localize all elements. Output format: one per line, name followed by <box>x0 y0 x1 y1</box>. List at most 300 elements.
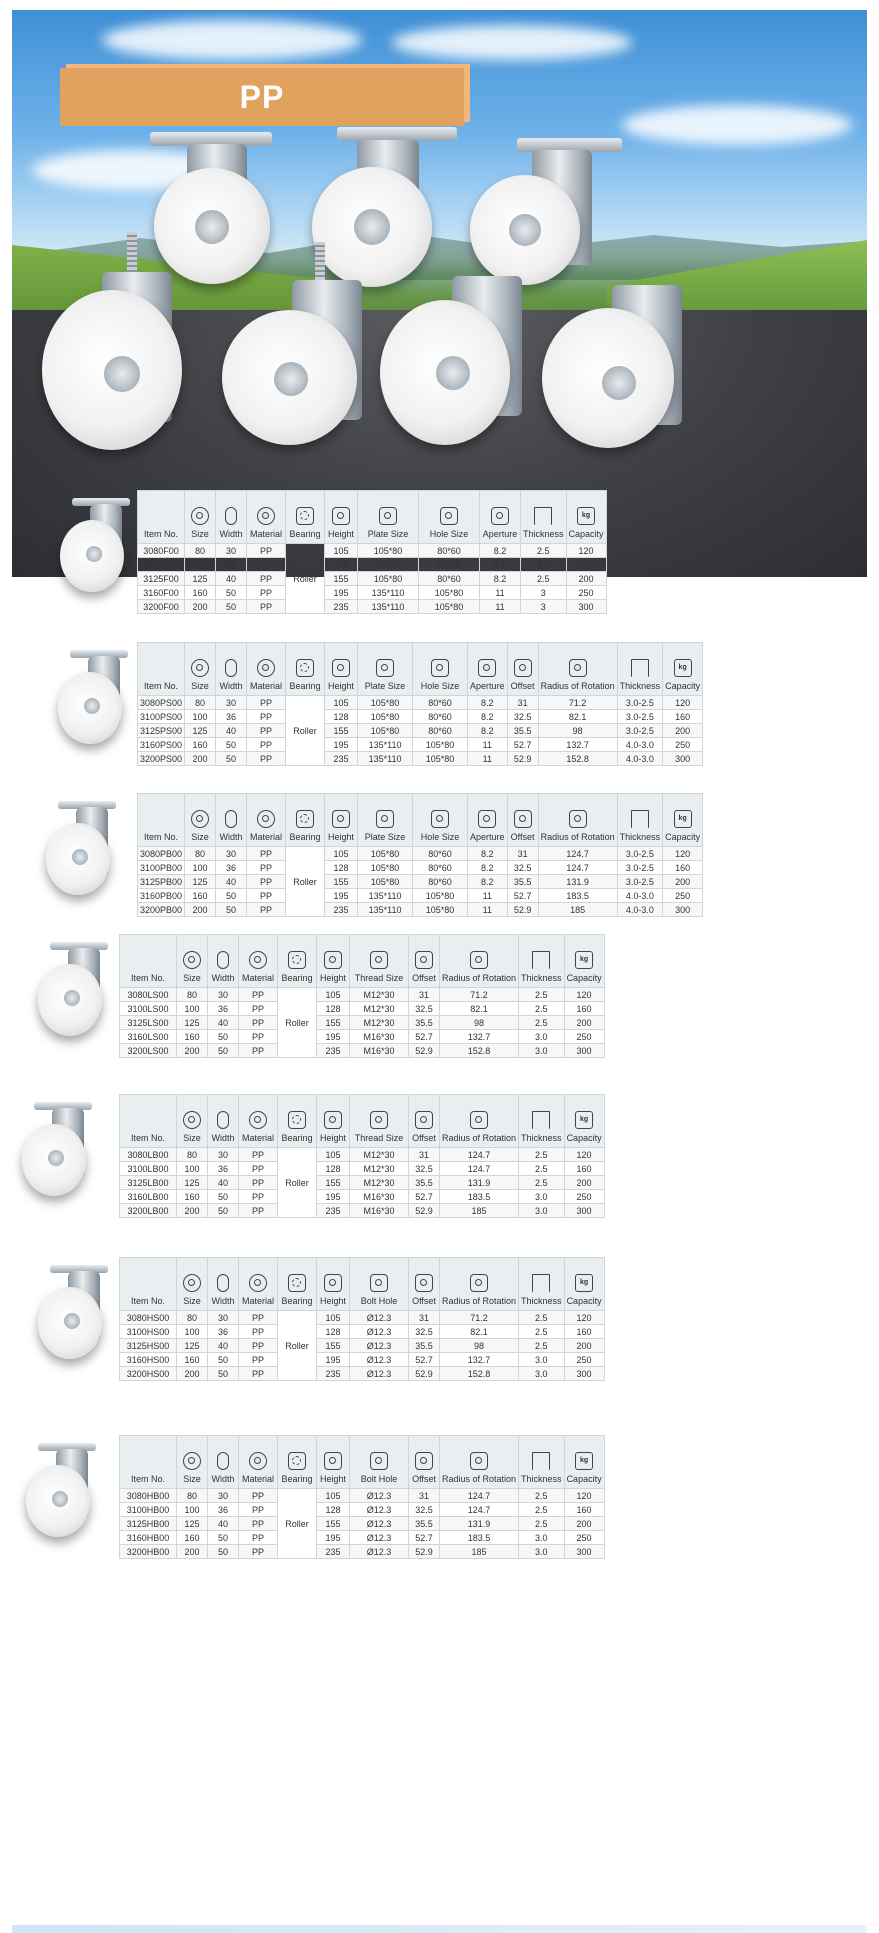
table-cell-offset: 52.7 <box>409 1353 440 1367</box>
table-cell-item: 3100LS00 <box>120 1002 177 1016</box>
table-cell-capacity: 120 <box>564 1148 604 1162</box>
table-cell-aperture: 11 <box>468 903 508 917</box>
column-header-label: Width <box>211 1296 235 1306</box>
column-header-item <box>120 1436 177 1489</box>
table-cell-offset: 32.5 <box>409 1162 440 1176</box>
table-cell-size: 200 <box>185 600 216 614</box>
spec-table <box>137 793 703 917</box>
column-header-item <box>138 643 185 696</box>
column-header-label: Material <box>250 681 283 691</box>
table-cell-height: 155 <box>317 1176 350 1190</box>
column-header-material <box>247 643 286 696</box>
spec-table <box>137 490 607 614</box>
column-header-label: Thickness <box>523 529 564 539</box>
column-header-label: Plate Size <box>367 529 409 539</box>
column-header-label: Offset <box>510 681 535 691</box>
column-header-label: Bearing <box>281 973 313 983</box>
column-header-label: Aperture <box>470 832 505 842</box>
column-header-label: Size <box>183 1133 201 1143</box>
category-banner <box>60 68 464 126</box>
table-cell-thickness: 3.0 <box>519 1190 565 1204</box>
column-header-label: Width <box>211 973 235 983</box>
spec-icon <box>470 1111 488 1129</box>
table-cell-hole: 80*60 <box>413 696 468 710</box>
table-cell-thickness: 2.5 <box>519 1162 565 1176</box>
table-cell-capacity: 300 <box>663 903 703 917</box>
table-cell-item: 3080LB00 <box>120 1148 177 1162</box>
table-cell-aperture: 11 <box>468 889 508 903</box>
table-cell-offset: 32.5 <box>409 1503 440 1517</box>
table-cell-size: 100 <box>177 1162 208 1176</box>
table-cell-radius: 131.9 <box>538 875 617 889</box>
table-cell-thickness: 2.5 <box>521 558 567 572</box>
column-header-bearing <box>278 1095 317 1148</box>
column-header-thickness <box>519 935 565 988</box>
spec-icon <box>370 951 388 969</box>
column-header-label: Hole Size <box>420 681 460 691</box>
table-cell-hole: 80*60 <box>413 875 468 889</box>
table-cell-aperture: 8.2 <box>480 558 521 572</box>
table-cell-width: 50 <box>208 1531 239 1545</box>
column-header-label: Bearing <box>281 1474 313 1484</box>
table-row <box>138 544 607 558</box>
table-cell-size: 100 <box>177 1325 208 1339</box>
table-cell-material: PP <box>239 1030 278 1044</box>
spec-icon <box>376 659 394 677</box>
column-header-size <box>185 643 216 696</box>
table-cell-capacity: 300 <box>564 1545 604 1559</box>
table-cell-radius: 124.7 <box>440 1489 519 1503</box>
table-cell-capacity: 300 <box>564 1044 604 1058</box>
table-cell-size: 160 <box>185 738 216 752</box>
table-cell-item: 3160LS00 <box>120 1030 177 1044</box>
column-header-plate <box>358 491 419 544</box>
table-cell-capacity: 200 <box>564 1339 604 1353</box>
table-cell-capacity: 200 <box>564 1016 604 1030</box>
table-cell-thickness: 3.0 <box>519 1367 565 1381</box>
table-cell-bearing: Roller <box>278 1311 317 1381</box>
spec-icon <box>376 810 394 828</box>
table-cell-material: PP <box>239 1545 278 1559</box>
table-cell-capacity: 120 <box>566 544 606 558</box>
table-cell-offset: 31 <box>409 1311 440 1325</box>
table-cell-radius: 132.7 <box>440 1030 519 1044</box>
table-row <box>120 1190 605 1204</box>
table-cell-hole: 80*60 <box>413 847 468 861</box>
table-cell-bolt: Ø12.3 <box>350 1545 409 1559</box>
spec-icon <box>183 1274 201 1292</box>
column-header-aperture <box>468 643 508 696</box>
table-cell-width: 30 <box>216 696 247 710</box>
table-cell-thickness: 2.5 <box>519 1517 565 1531</box>
table-cell-width: 40 <box>208 1176 239 1190</box>
table-cell-item: 3125PS00 <box>138 724 185 738</box>
column-header-label: Radius of Rotation <box>442 1133 517 1143</box>
table-cell-offset: 52.7 <box>507 889 538 903</box>
table-cell-hole: 80*60 <box>413 710 468 724</box>
column-header-label: Bearing <box>289 832 321 842</box>
table-cell-bearing: Roller <box>286 696 325 766</box>
table-cell-material: PP <box>239 1503 278 1517</box>
table-cell-size: 100 <box>185 861 216 875</box>
table-cell-width: 36 <box>208 1162 239 1176</box>
table-cell-thickness: 3.0 <box>519 1353 565 1367</box>
column-header-width <box>208 935 239 988</box>
table-cell-width: 36 <box>208 1002 239 1016</box>
table-cell-width: 50 <box>216 889 247 903</box>
table-cell-hole: 80*60 <box>419 544 480 558</box>
spec-icon <box>514 810 532 828</box>
table-cell-plate: 105*80 <box>358 710 413 724</box>
column-header-label: Aperture <box>482 529 518 539</box>
table-cell-width: 40 <box>208 1517 239 1531</box>
table-cell-material: PP <box>239 1489 278 1503</box>
table-cell-item: 3160HS00 <box>120 1353 177 1367</box>
table-cell-capacity: 250 <box>564 1353 604 1367</box>
column-header-radius <box>440 935 519 988</box>
table-cell-offset: 31 <box>507 696 538 710</box>
column-header-height <box>317 1095 350 1148</box>
spec-icon <box>370 1274 388 1292</box>
column-header-label: Bearing <box>281 1133 313 1143</box>
table-cell-height: 195 <box>325 738 358 752</box>
table-cell-thickness: 2.5 <box>519 988 565 1002</box>
weight-icon: kg <box>674 659 692 677</box>
column-header-capacity <box>564 1095 604 1148</box>
column-header-bearing <box>286 491 325 544</box>
column-header-label: Hole Size <box>420 832 460 842</box>
spec-icon <box>288 1452 306 1470</box>
table-cell-item: 3080HB00 <box>120 1489 177 1503</box>
table-cell-size: 160 <box>177 1531 208 1545</box>
table-row <box>120 1489 605 1503</box>
column-header-item <box>120 935 177 988</box>
table-cell-radius: 124.7 <box>440 1503 519 1517</box>
table-cell-item: 3200LS00 <box>120 1044 177 1058</box>
table-cell-size: 200 <box>185 752 216 766</box>
table-cell-size: 200 <box>177 1545 208 1559</box>
column-header-thickness <box>519 1095 565 1148</box>
table-cell-height: 105 <box>325 544 358 558</box>
spec-icon <box>532 1274 550 1292</box>
table-cell-thickness: 3.0 <box>519 1531 565 1545</box>
column-header-label: Size <box>183 1296 201 1306</box>
column-header-label: Material <box>241 973 274 983</box>
table-cell-thread: M12*30 <box>350 1176 409 1190</box>
column-header-offset <box>507 794 538 847</box>
table-cell-capacity: 250 <box>566 586 606 600</box>
column-header-label: Thread Size <box>354 973 404 983</box>
table-cell-radius: 124.7 <box>440 1148 519 1162</box>
table-cell-width: 36 <box>208 1325 239 1339</box>
table-cell-item: 3160LB00 <box>120 1190 177 1204</box>
table-cell-height: 235 <box>325 600 358 614</box>
table-cell-size: 125 <box>177 1339 208 1353</box>
table-cell-plate: 105*80 <box>358 572 419 586</box>
spec-icon <box>569 810 587 828</box>
table-cell-hole: 105*80 <box>413 752 468 766</box>
table-cell-height: 235 <box>325 752 358 766</box>
table-cell-width: 50 <box>208 1204 239 1218</box>
table-cell-thread: M16*30 <box>350 1030 409 1044</box>
table-cell-plate: 105*80 <box>358 558 419 572</box>
column-header-size <box>185 491 216 544</box>
table-cell-size: 160 <box>177 1030 208 1044</box>
table-cell-size: 100 <box>177 1503 208 1517</box>
table-cell-width: 50 <box>208 1545 239 1559</box>
table-cell-item: 3200HB00 <box>120 1545 177 1559</box>
table-row <box>120 1176 605 1190</box>
column-header-label: Item No. <box>130 1133 165 1143</box>
table-cell-offset: 52.9 <box>409 1204 440 1218</box>
column-header-thickness <box>521 491 567 544</box>
spec-icon <box>631 659 649 677</box>
table-cell-thickness: 2.5 <box>519 1325 565 1339</box>
column-header-label: Height <box>319 1133 346 1143</box>
table-row <box>120 1545 605 1559</box>
column-header-label: Aperture <box>470 681 505 691</box>
spec-icon <box>225 810 237 828</box>
table-cell-hole: 80*60 <box>419 572 480 586</box>
table-cell-size: 160 <box>185 889 216 903</box>
spec-icon <box>324 1274 342 1292</box>
table-cell-radius: 82.1 <box>440 1002 519 1016</box>
table-cell-height: 235 <box>317 1367 350 1381</box>
table-cell-radius: 131.9 <box>440 1176 519 1190</box>
spec-icon <box>415 1274 433 1292</box>
table-cell-plate: 135*110 <box>358 889 413 903</box>
table-cell-capacity: 250 <box>564 1030 604 1044</box>
table-cell-material: PP <box>247 738 286 752</box>
weight-icon: kg <box>575 1111 593 1129</box>
table-cell-bolt: Ø12.3 <box>350 1339 409 1353</box>
table-cell-offset: 52.7 <box>409 1190 440 1204</box>
spec-icon <box>257 659 275 677</box>
spec-icon <box>191 810 209 828</box>
column-header-label: Width <box>211 1474 235 1484</box>
column-header-label: Bearing <box>289 681 321 691</box>
table-cell-thickness: 2.5 <box>519 1489 565 1503</box>
column-header-item <box>138 794 185 847</box>
table-cell-material: PP <box>247 710 286 724</box>
weight-icon: kg <box>575 1452 593 1470</box>
table-cell-size: 100 <box>177 1002 208 1016</box>
table-cell-size: 100 <box>185 558 216 572</box>
column-header-height <box>317 935 350 988</box>
table-cell-item: 3125PB00 <box>138 875 185 889</box>
table-cell-radius: 183.5 <box>440 1531 519 1545</box>
table-row <box>120 1517 605 1531</box>
table-cell-width: 36 <box>216 710 247 724</box>
table-cell-width: 36 <box>216 558 247 572</box>
table-cell-thickness: 2.5 <box>519 1148 565 1162</box>
table-cell-height: 155 <box>317 1016 350 1030</box>
table-cell-size: 125 <box>185 875 216 889</box>
table-cell-plate: 105*80 <box>358 861 413 875</box>
column-header-label: Offset <box>510 832 535 842</box>
table-cell-offset: 35.5 <box>409 1176 440 1190</box>
table-cell-height: 105 <box>317 1489 350 1503</box>
table-cell-material: PP <box>247 875 286 889</box>
weight-icon: kg <box>577 507 595 525</box>
table-cell-offset: 35.5 <box>409 1517 440 1531</box>
column-header-bearing <box>286 643 325 696</box>
column-header-label: Radius of Rotation <box>442 1296 517 1306</box>
spec-icon <box>440 507 458 525</box>
table-cell-height: 155 <box>325 572 358 586</box>
table-cell-capacity: 300 <box>663 752 703 766</box>
table-cell-hole: 80*60 <box>413 724 468 738</box>
table-cell-capacity: 250 <box>564 1190 604 1204</box>
table-cell-width: 50 <box>208 1367 239 1381</box>
table-cell-item: 3100F00 <box>138 558 185 572</box>
column-header-thickness <box>519 1258 565 1311</box>
spec-icon <box>288 1274 306 1292</box>
spec-icon <box>296 507 314 525</box>
table-cell-width: 40 <box>208 1339 239 1353</box>
table-cell-radius: 71.2 <box>440 988 519 1002</box>
table-cell-capacity: 200 <box>663 875 703 889</box>
table-cell-height: 155 <box>325 875 358 889</box>
spec-icon <box>415 951 433 969</box>
column-header-height <box>317 1436 350 1489</box>
column-header-offset <box>507 643 538 696</box>
table-cell-thickness: 3.0-2.5 <box>617 847 663 861</box>
table-cell-height: 155 <box>325 724 358 738</box>
table-cell-size: 200 <box>177 1367 208 1381</box>
table-cell-item: 3125HS00 <box>120 1339 177 1353</box>
table-cell-material: PP <box>239 1002 278 1016</box>
table-cell-height: 195 <box>317 1531 350 1545</box>
table-cell-bolt: Ø12.3 <box>350 1353 409 1367</box>
table-cell-thickness: 3.0 <box>519 1545 565 1559</box>
table-row <box>138 847 703 861</box>
table-cell-size: 160 <box>177 1353 208 1367</box>
table-row <box>120 1016 605 1030</box>
table-cell-capacity: 200 <box>564 1176 604 1190</box>
spec-icon <box>191 507 209 525</box>
table-cell-item: 3200PS00 <box>138 752 185 766</box>
table-cell-offset: 52.9 <box>409 1545 440 1559</box>
column-header-width <box>216 794 247 847</box>
column-header-label: Capacity <box>566 1296 602 1306</box>
table-cell-size: 100 <box>185 710 216 724</box>
table-cell-radius: 98 <box>440 1016 519 1030</box>
table-cell-material: PP <box>239 988 278 1002</box>
table-cell-bearing: Roller <box>286 847 325 917</box>
spec-icon <box>415 1111 433 1129</box>
column-header-material <box>239 1095 278 1148</box>
spec-table <box>119 1435 605 1559</box>
table-row <box>138 861 703 875</box>
table-cell-height: 235 <box>317 1545 350 1559</box>
column-header-height <box>325 643 358 696</box>
column-header-label: Height <box>327 529 354 539</box>
table-cell-material: PP <box>247 724 286 738</box>
table-cell-thickness: 2.5 <box>521 572 567 586</box>
column-header-width <box>208 1095 239 1148</box>
column-header-radius <box>538 794 617 847</box>
table-cell-offset: 52.7 <box>409 1030 440 1044</box>
table-cell-bolt: Ø12.3 <box>350 1325 409 1339</box>
column-header-thickness <box>617 794 663 847</box>
table-cell-material: PP <box>239 1148 278 1162</box>
table-row <box>138 738 703 752</box>
table-cell-capacity: 160 <box>564 1325 604 1339</box>
table-cell-width: 30 <box>208 988 239 1002</box>
spec-icon <box>217 1452 229 1470</box>
table-cell-width: 40 <box>208 1016 239 1030</box>
table-cell-radius: 124.7 <box>538 861 617 875</box>
table-cell-offset: 52.9 <box>409 1044 440 1058</box>
table-cell-width: 30 <box>208 1311 239 1325</box>
table-cell-height: 195 <box>325 889 358 903</box>
spec-icon <box>257 810 275 828</box>
table-cell-height: 155 <box>317 1339 350 1353</box>
table-row <box>138 752 703 766</box>
category-title: PP <box>239 78 285 115</box>
column-header-bearing <box>278 1436 317 1489</box>
column-header-hole <box>413 794 468 847</box>
column-header-label: Capacity <box>566 1474 602 1484</box>
column-header-item <box>120 1258 177 1311</box>
table-cell-aperture: 8.2 <box>468 696 508 710</box>
table-cell-height: 235 <box>325 903 358 917</box>
table-cell-thread: M12*30 <box>350 988 409 1002</box>
table-cell-size: 200 <box>177 1044 208 1058</box>
spec-icon <box>191 659 209 677</box>
column-header-material <box>239 1436 278 1489</box>
table-cell-item: 3125F00 <box>138 572 185 586</box>
table-cell-hole: 105*80 <box>413 889 468 903</box>
spec-table <box>119 1094 605 1218</box>
column-header-label: Radius of Rotation <box>540 832 615 842</box>
table-cell-radius: 98 <box>538 724 617 738</box>
column-header-label: Material <box>241 1474 274 1484</box>
column-header-offset <box>409 1258 440 1311</box>
table-cell-thickness: 3 <box>521 586 567 600</box>
table-row <box>120 1002 605 1016</box>
spec-icon <box>532 1111 550 1129</box>
table-cell-offset: 32.5 <box>507 861 538 875</box>
column-header-label: Thickness <box>619 832 661 842</box>
column-header-label: Height <box>319 1474 346 1484</box>
table-cell-radius: 82.1 <box>440 1325 519 1339</box>
spec-icon <box>324 951 342 969</box>
table-cell-material: PP <box>247 558 286 572</box>
table-cell-size: 125 <box>177 1176 208 1190</box>
table-cell-aperture: 8.2 <box>468 847 508 861</box>
table-cell-radius: 152.8 <box>440 1044 519 1058</box>
spec-icon <box>569 659 587 677</box>
spec-icon <box>183 951 201 969</box>
spec-icon <box>532 951 550 969</box>
table-cell-height: 128 <box>325 558 358 572</box>
column-header-label: Offset <box>412 1296 436 1306</box>
column-header-width <box>208 1258 239 1311</box>
table-cell-material: PP <box>247 572 286 586</box>
column-header-label: Bolt Hole <box>360 1474 398 1484</box>
column-header-material <box>247 794 286 847</box>
column-header-label: Capacity <box>665 681 701 691</box>
column-header-offset <box>409 1095 440 1148</box>
column-header-label: Capacity <box>568 529 604 539</box>
column-header-bolt <box>350 1436 409 1489</box>
table-cell-height: 128 <box>317 1162 350 1176</box>
column-header-label: Thickness <box>521 1133 562 1143</box>
table-row <box>138 710 703 724</box>
table-cell-item: 3160PS00 <box>138 738 185 752</box>
